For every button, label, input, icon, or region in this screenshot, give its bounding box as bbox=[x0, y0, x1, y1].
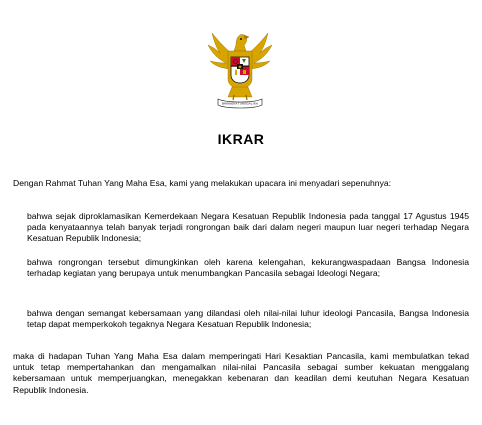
point-paragraph-1: bahwa sejak diproklamasikan Kemerdekaan Negara Kesatuan Republik Indonesia pada tanggal 17 Agustus 1945 pada kenyataannya telah banyak terjadi rongrongan baik dari dalam negeri maupun luar negeri terhadap Negara Kesatuan Republik Indonesia; bbox=[27, 211, 469, 244]
garuda-pancasila-emblem bbox=[206, 27, 274, 109]
point-paragraph-3: bahwa dengan semangat kebersamaan yang dilandasi oleh nilai-nilai luhur ideologi Pancasila, Bangsa Indonesia tetap dapat memperkokoh tegaknya Negara Kesatuan Republik Indonesia; bbox=[27, 308, 469, 330]
page-title: IKRAR bbox=[217, 131, 265, 147]
opening-paragraph: Dengan Rahmat Tuhan Yang Maha Esa, kami yang melakukan upacara ini menyadari sepenuhnya: bbox=[13, 178, 392, 188]
shield-icon bbox=[231, 57, 249, 83]
motto-text: BHINNEKA TUNGGAL IKA bbox=[221, 101, 259, 106]
point-paragraph-2: bahwa rongrongan tersebut dimungkinkan oleh karena kelengahan, kekurangwaspadaan Bangsa Indonesia terhadap kegiatan yang berupaya untuk menumbangkan Pancasila sebagai Ideologi Negara; bbox=[27, 257, 469, 279]
closing-paragraph: maka di hadapan Tuhan Yang Maha Esa dalam memperingati Hari Kesaktian Pancasila, kami membulatkan tekad untuk tetap mempertahankan dan mengamalkan nilai-nilai Pancasila sebagai sumber kekuatan menggalang kebersamaan untuk memperjuangkan, menegakkan kebenaran dan keadilan demi keutuhan Negara Kesatuan Republik Indonesia. bbox=[13, 351, 469, 395]
